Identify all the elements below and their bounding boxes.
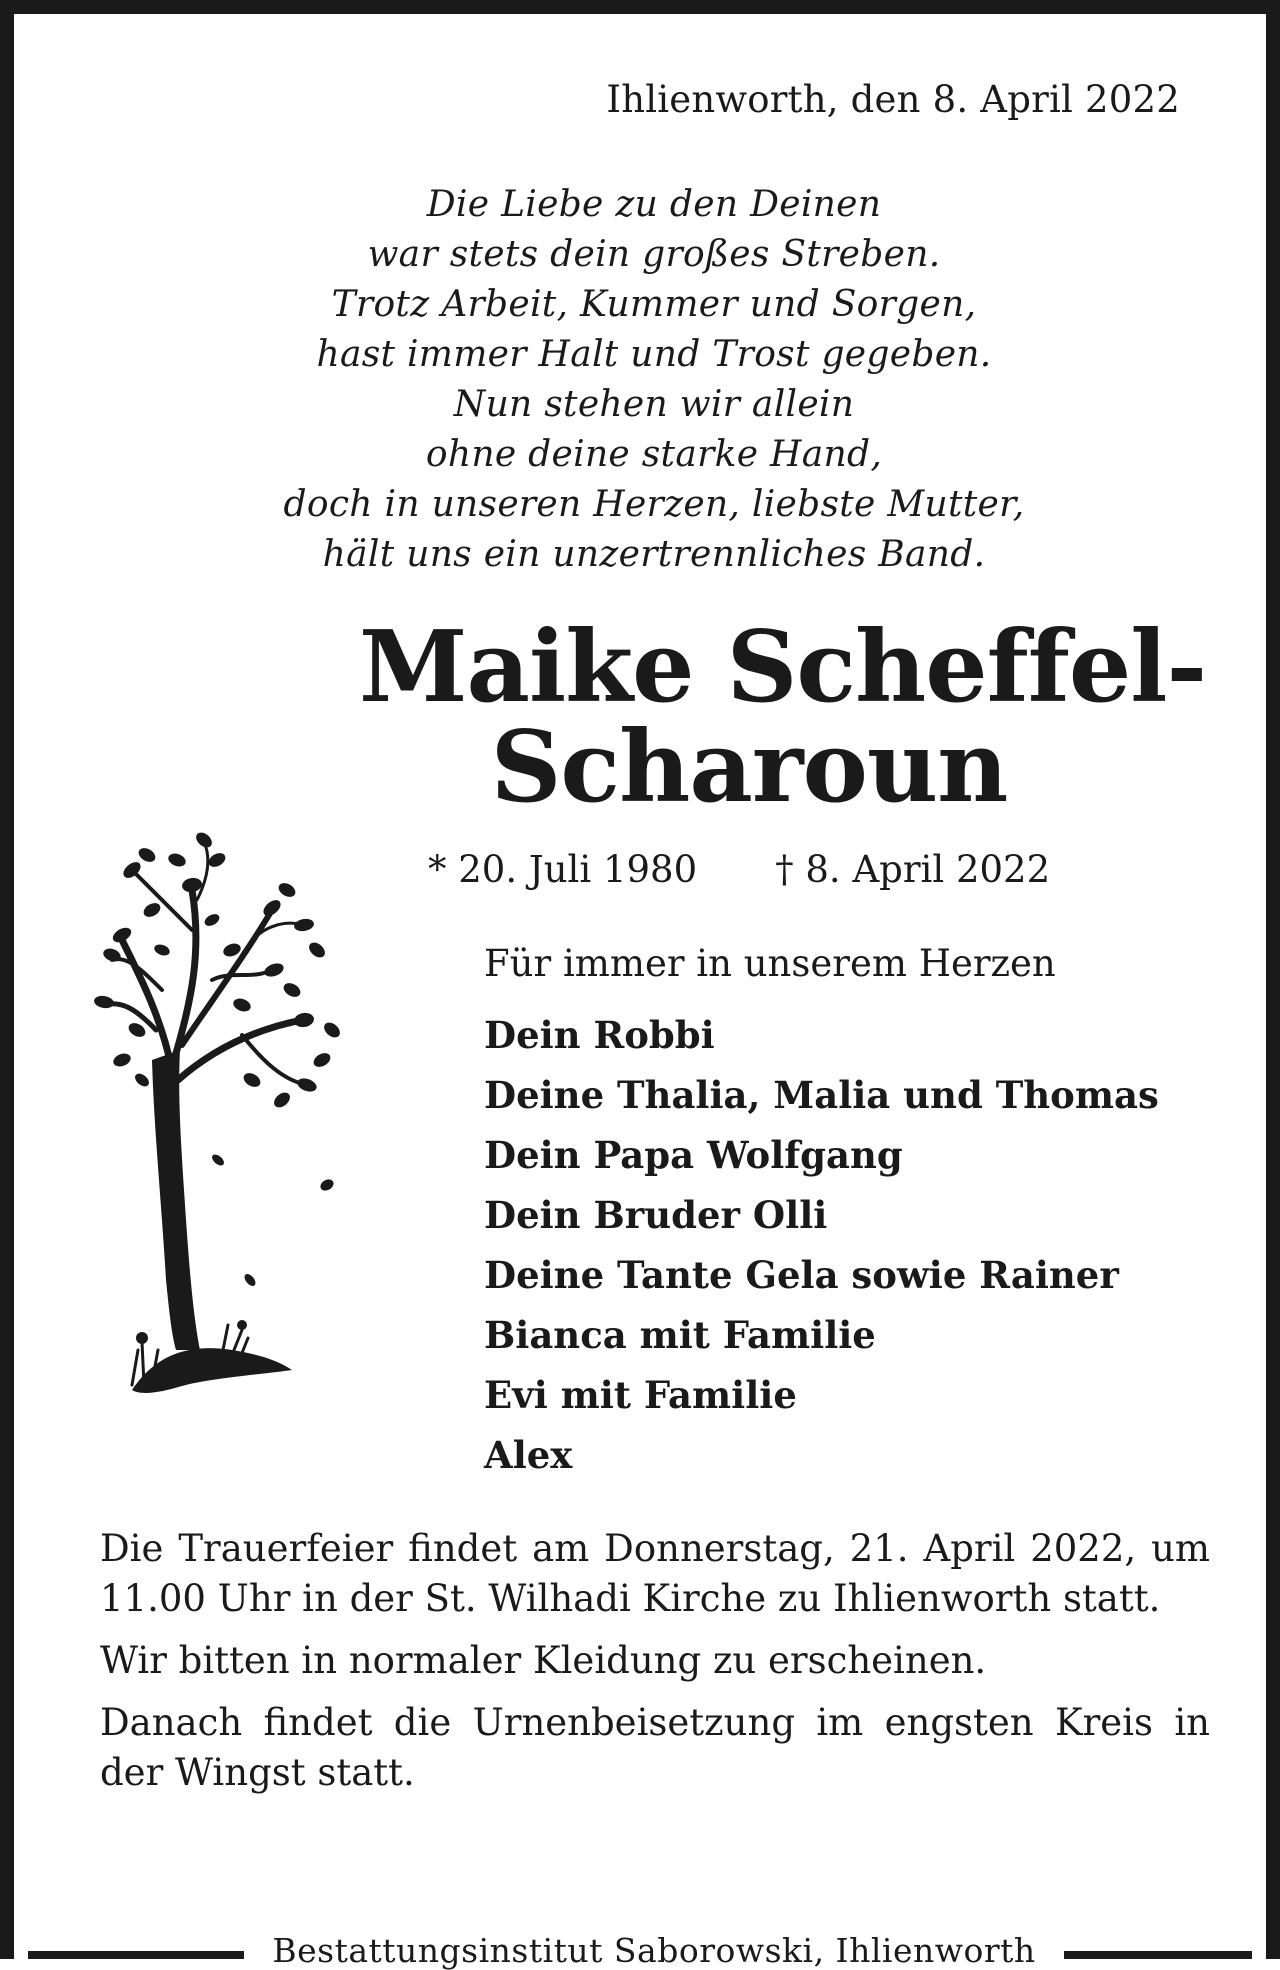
attire-text: Wir bitten in normaler Kleidung zu erscheinen.	[100, 1639, 987, 1682]
name-line-2: Scharoun	[490, 710, 1008, 825]
family-member: Bianca mit Familie	[484, 1313, 876, 1357]
family-intro: Für immer in unserem Herzen	[484, 942, 1056, 985]
poem	[14, 180, 1280, 580]
name-line-1: Maike Scheffel-	[359, 610, 1207, 725]
death-date: † 8. April 2022	[775, 848, 1051, 891]
poem-line: hast immer Halt und Trost gegeben.	[316, 334, 992, 375]
birth-date: * 20. Juli 1980	[428, 848, 698, 891]
burial-text: Danach findet die Urnenbeisetzung im engsten Kreis in der Wingst statt.	[100, 1701, 1210, 1794]
life-dates	[428, 848, 1050, 891]
footer	[14, 1931, 1280, 1970]
funeral-info	[100, 1524, 1210, 1810]
family-signatures	[484, 942, 1159, 1485]
family-member: Evi mit Familie	[484, 1373, 797, 1417]
funeral-home-name: Bestattungsinstitut Saborowski, Ihlienworth	[244, 1931, 1063, 1970]
poem-line: Die Liebe zu den Deinen	[426, 184, 882, 225]
family-member: Alex	[484, 1433, 573, 1477]
family-member: Dein Robbi	[484, 1013, 715, 1057]
family-member: Dein Bruder Olli	[484, 1193, 828, 1237]
poem-line: Nun stehen wir allein	[453, 384, 855, 425]
poem-line: doch in unseren Herzen, liebste Mutter,	[283, 484, 1025, 525]
deceased-name	[359, 610, 1207, 825]
family-member: Deine Tante Gela sowie Rainer	[484, 1253, 1119, 1297]
dateline: Ihlienworth, den 8. April 2022	[606, 78, 1180, 121]
poem-line: Trotz Arbeit, Kummer und Sorgen,	[331, 284, 977, 325]
poem-line: war stets dein großes Streben.	[367, 234, 941, 275]
family-member: Deine Thalia, Malia und Thomas	[484, 1073, 1159, 1117]
ceremony-text: Die Trauerfeier findet am Donnerstag, 21. April 2022, um 11.00 Uhr in der St. Wilhadi Kirche zu Ihlienworth statt.	[100, 1527, 1210, 1620]
family-member: Dein Papa Wolfgang	[484, 1133, 903, 1177]
tree-silhouette-icon	[92, 830, 362, 1410]
poem-line: ohne deine starke Hand,	[425, 434, 883, 475]
poem-line: hält uns ein unzertrennliches Band.	[322, 534, 986, 575]
